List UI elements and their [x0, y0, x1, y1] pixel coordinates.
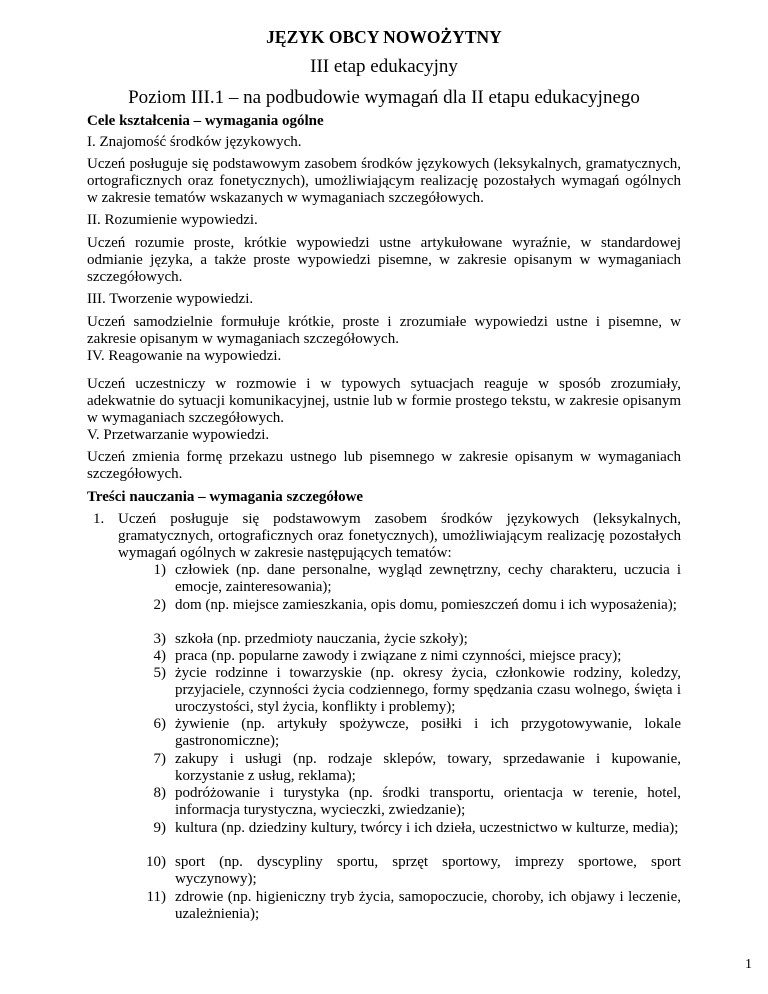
list-item-number: 4): [153, 648, 166, 664]
list-item-text: człowiek (np. dane personalne, wygląd zewnętrzny, cechy charakteru, uczucia i emocje, zainteresowania);: [175, 562, 681, 595]
list-item-text: zdrowie (np. higieniczny tryb życia, samopoczucie, choroby, ich objawy i leczenie, uzależnienia);: [175, 889, 681, 922]
detailed-requirement-1: [93, 511, 681, 562]
list-item-text: sport (np. dyscypliny sportu, sprzęt sportowy, imprezy sportowe, sport wyczynowy);: [175, 854, 681, 887]
page-title: JĘZYK OBCY NOWOŻYTNY: [266, 27, 502, 47]
goal-label: V. Przetwarzanie wypowiedzi.: [87, 427, 270, 443]
list-item: [150, 751, 681, 785]
list-item-text: szkoła (np. przedmioty nauczania, życie szkoły);: [175, 631, 468, 647]
list-item: [150, 631, 681, 648]
list-item-text: zakupy i usługi (np. rodzaje sklepów, towary, sprzedawanie i kupowanie, korzystanie z usług, reklama);: [175, 751, 681, 784]
list-item: [150, 665, 681, 716]
list-item-number: 2): [153, 597, 166, 613]
section-heading-detailed: Treści nauczania – wymagania szczegółowe: [87, 489, 364, 505]
requirement-number: 1.: [93, 511, 105, 527]
list-item-text: podróżowanie i turystyka (np. środki transportu, orientacja w terenie, hotel, informacja turystyczna, wycieczki, zwiedzanie);: [175, 785, 681, 818]
goal-text: Uczeń zmienia formę przekazu ustnego lub pisemnego w zakresie opisanym w wymaganiach szczegółowych.: [87, 449, 681, 482]
list-item-text: żywienie (np. artykuły spożywcze, posiłki i ich przygotowywanie, lokale gastronomiczne);: [175, 716, 681, 749]
list-item: [146, 854, 681, 888]
goal-label: IV. Reagowanie na wypowiedzi.: [87, 348, 282, 364]
list-item: [150, 597, 681, 614]
goal-label: II. Rozumienie wypowiedzi.: [87, 212, 258, 228]
list-item-text: kultura (np. dziedziny kultury, twórcy i ich dzieła, uczestnictwo w kulturze, media);: [175, 820, 679, 836]
list-item: [150, 716, 681, 750]
requirement-text: Uczeń posługuje się podstawowym zasobem środków językowych (leksykalnych, gramatycznych, ortograficznych oraz fonetycznych), umożliwiającym realizację pozostałych wymagań ogólnych w zakresie następujących tematów:: [118, 511, 681, 561]
list-item-text: praca (np. popularne zawody i związane z nimi czynności, miejsce pracy);: [175, 648, 622, 664]
list-item: [150, 562, 681, 596]
list-item: [150, 785, 681, 819]
stage-subtitle: III etap edukacyjny: [310, 56, 458, 77]
goal-text: Uczeń uczestniczy w rozmowie i w typowych sytuacjach reaguje w sposób zrozumiały, adekwatnie do sytuacji komunikacyjnej, ustnie lub w formie prostego tekstu, w zakresie opisanym w wymaganiach szczegółowych.: [87, 376, 681, 426]
list-item-number: 3): [153, 631, 166, 647]
level-subtitle: Poziom III.1 – na podbudowie wymagań dla II etapu edukacyjnego: [128, 87, 640, 108]
list-item-number: 9): [153, 820, 166, 836]
list-item-number: 7): [153, 751, 166, 767]
list-item: [150, 648, 681, 665]
list-item: [146, 889, 681, 923]
list-item-text: życie rodzinne i towarzyskie (np. okresy życia, członkowie rodziny, koledzy, przyjaciele, czynności życia codziennego, formy spędzania czasu wolnego, święta i uroczystości, styl życia, konflikty i problemy);: [175, 665, 681, 715]
goal-label: I. Znajomość środków językowych.: [87, 134, 302, 150]
goal-text: Uczeń rozumie proste, krótkie wypowiedzi ustne artykułowane wyraźnie, w standardowej odmianie języka, a także proste wypowiedzi pisemne, w zakresie opisanym w wymaganiach szczegółowych.: [87, 235, 681, 285]
list-item-number: 10): [146, 854, 166, 870]
list-item-number: 1): [153, 562, 166, 578]
list-item: [150, 820, 681, 837]
page-number: 1: [745, 957, 752, 972]
list-item-number: 6): [153, 716, 166, 732]
goal-text: Uczeń samodzielnie formułuje krótkie, proste i zrozumiałe wypowiedzi ustne i pisemne, w zakresie opisanym w wymaganiach szczegółowych.: [87, 314, 681, 347]
section-heading-general: Cele kształcenia – wymagania ogólne: [87, 113, 324, 129]
list-item-number: 8): [153, 785, 166, 801]
goal-label: III. Tworzenie wypowiedzi.: [87, 291, 254, 307]
list-item-number: 11): [146, 889, 166, 905]
goal-text: Uczeń posługuje się podstawowym zasobem środków językowych (leksykalnych, gramatycznych, ortograficznych oraz fonetycznych), umożliwiającym realizację pozostałych wymagań ogólnych w zakresie tematów wskazanych w wymaganiach szczegółowych.: [87, 156, 681, 206]
list-item-text: dom (np. miejsce zamieszkania, opis domu, pomieszczeń domu i ich wyposażenia);: [175, 597, 677, 613]
list-item-number: 5): [153, 665, 166, 681]
